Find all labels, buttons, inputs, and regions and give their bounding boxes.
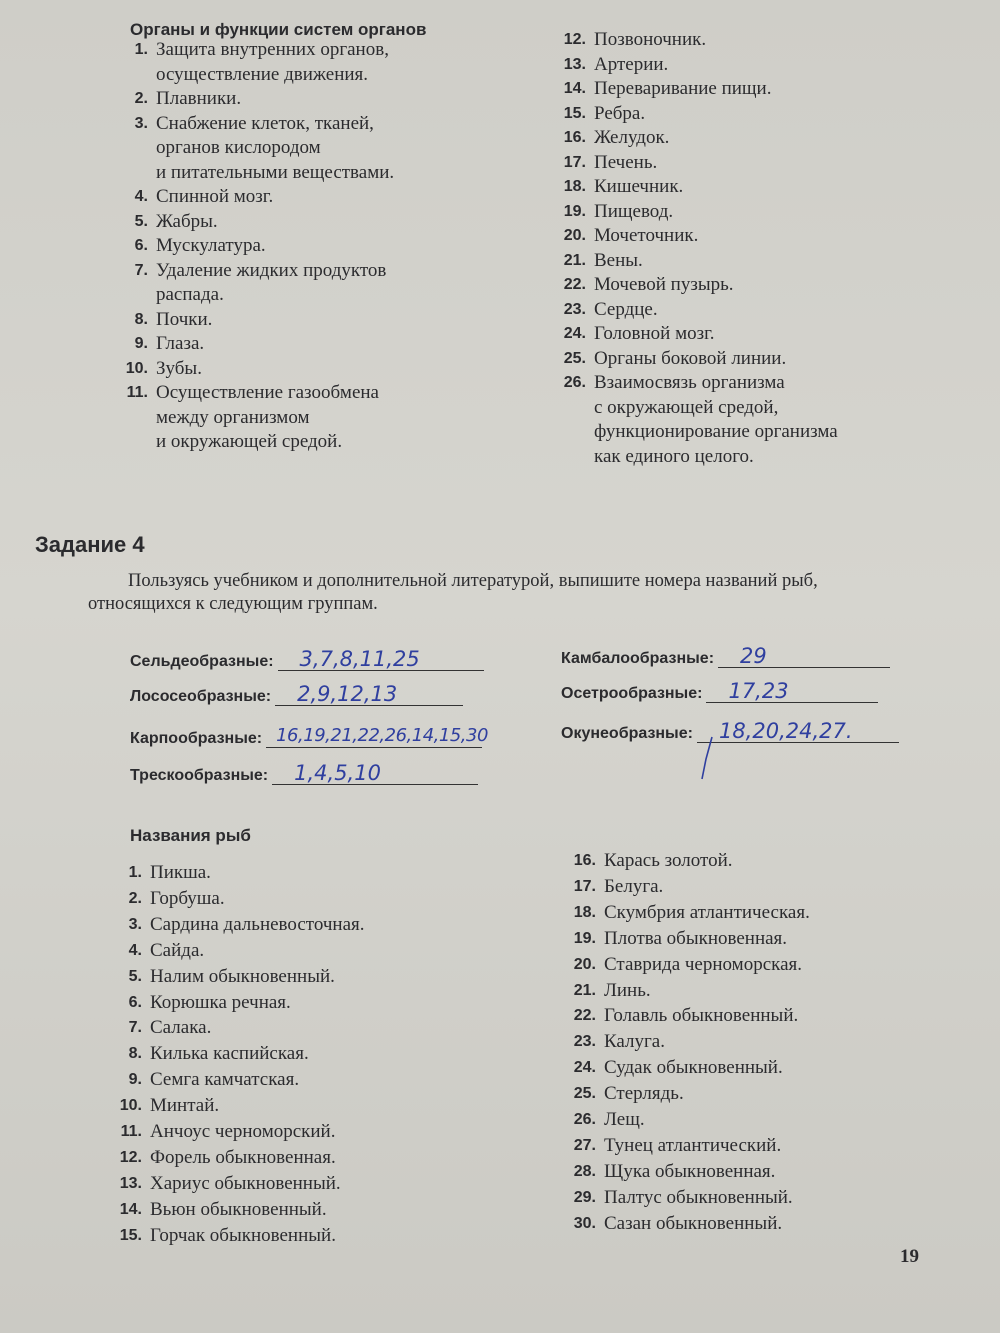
organ-function-item: [110, 38, 490, 87]
list-item-text: Мочевой пузырь.: [594, 274, 734, 295]
fish-name-item: [540, 1133, 940, 1159]
list-item-text: Сардина дальневосточная.: [150, 913, 365, 935]
fish-name-item: [540, 1159, 940, 1185]
list-item-number: 25.: [573, 1085, 596, 1103]
list-item-number: 15.: [563, 104, 586, 122]
list-item-text: Горбуша.: [150, 887, 225, 909]
organ-function-item: [110, 234, 490, 259]
list-item-number: 15.: [119, 1226, 142, 1244]
organ-function-item: [110, 357, 490, 382]
list-item-text: Пищевод.: [594, 200, 674, 222]
fish-name-item: [100, 1119, 480, 1145]
fish-name-item: [540, 848, 940, 874]
list-item-text: Плотва обыкновенная.: [604, 927, 788, 949]
list-item-number: 9.: [128, 1071, 142, 1089]
list-item-text: Защита внутренних органов, осуществление движения.: [156, 39, 389, 85]
list-item-number: 22.: [573, 1007, 596, 1025]
fish-name-item: [100, 1223, 480, 1249]
list-item-number: 2.: [134, 90, 148, 107]
list-item-text: Пикша.: [150, 862, 211, 883]
list-item-number: 14.: [119, 1200, 142, 1218]
group-answer-field[interactable]: 1,4,5,10: [272, 762, 478, 785]
organ-function-item: [110, 112, 490, 186]
list-item-text: Кишечник.: [594, 176, 684, 197]
list-item-number: 23.: [563, 300, 586, 318]
organ-function-item: [110, 381, 490, 455]
list-item-text: Салака.: [150, 1017, 212, 1039]
fish-name-item: [100, 1197, 480, 1223]
fish-name-item: [100, 1015, 480, 1041]
group-answer-field[interactable]: 17,23: [706, 680, 878, 703]
list-item-number: 28.: [573, 1162, 596, 1180]
fish-name-item: [540, 1107, 940, 1133]
list-item-text: Печень.: [594, 151, 658, 173]
organ-function-item: [540, 102, 940, 127]
page-number: 19: [900, 1246, 919, 1267]
group-label: Камбалообразные:: [561, 650, 715, 667]
list-item-number: 30.: [573, 1214, 596, 1232]
list-item-text: Удаление жидких продуктов распада.: [156, 259, 387, 305]
fish-name-item: [540, 874, 940, 900]
fish-name-item: [100, 860, 480, 886]
organ-function-item: [540, 175, 940, 200]
list-item-text: Минтай.: [150, 1095, 220, 1117]
list-item-text: Форель обыкновенная.: [150, 1146, 336, 1168]
list-item-text: Килька каспийская.: [150, 1043, 309, 1065]
section-title: Органы и функции систем органов: [130, 20, 427, 39]
fish-name-item: [100, 1145, 480, 1171]
group-row-kambaloobraznye: [561, 645, 890, 668]
fish-name-item: [100, 964, 480, 990]
list-item-text: Семга камчатская.: [150, 1069, 300, 1091]
list-item-text: Корюшка речная.: [150, 991, 291, 1013]
list-item-number: 26.: [573, 1111, 596, 1129]
list-item-number: 27.: [573, 1136, 596, 1154]
fish-name-item: [100, 938, 480, 964]
organ-function-item: [540, 77, 940, 102]
list-item-number: 5.: [128, 967, 142, 985]
list-item-text: Артерии.: [594, 53, 669, 75]
list-item-text: Осуществление газообмена между организмом и окружающей средой.: [156, 382, 379, 452]
list-item-number: 18.: [563, 178, 586, 195]
list-item-number: 12.: [563, 31, 586, 48]
group-label: Окунеобразные:: [561, 725, 693, 742]
group-row-osetroobraznye: [561, 680, 878, 703]
list-item-number: 26.: [563, 374, 586, 391]
list-item-number: 24.: [563, 325, 586, 342]
list-item-number: 13.: [563, 55, 586, 73]
fish-name-item: [540, 978, 940, 1004]
list-item-text: Анчоус черноморский.: [150, 1121, 336, 1143]
list-item-text: Ребра.: [594, 102, 646, 124]
organ-function-item: [110, 308, 490, 333]
organ-function-item: [110, 210, 490, 235]
list-item-number: 5.: [134, 212, 148, 230]
list-item-text: Спинной мозг.: [156, 186, 274, 207]
list-item-text: Линь.: [604, 979, 651, 1001]
list-item-text: Мочеточник.: [594, 225, 699, 246]
list-item-number: 18.: [573, 903, 596, 921]
group-answer-field[interactable]: 29: [718, 645, 890, 668]
list-item-number: 12.: [119, 1148, 142, 1166]
list-item-text: Ставрида черноморская.: [604, 953, 802, 975]
list-item-number: 19.: [573, 929, 596, 947]
fish-name-item: [540, 926, 940, 952]
list-item-text: Переваривание пищи.: [594, 78, 772, 99]
organ-function-item: [540, 28, 940, 53]
fish-name-item: [100, 1067, 480, 1093]
list-item-text: Сазан обыкновенный.: [604, 1212, 783, 1234]
list-item-text: Голавль обыкновенный.: [604, 1005, 799, 1027]
list-item-number: 17.: [573, 877, 596, 895]
fish-name-item: [100, 1171, 480, 1197]
list-item-number: 6.: [128, 993, 142, 1011]
list-item-number: 4.: [134, 188, 148, 205]
list-item-text: Жабры.: [156, 210, 218, 232]
list-item-number: 24.: [573, 1059, 596, 1077]
group-answer-field[interactable]: 16,19,21,22,26,14,15,30: [266, 725, 482, 748]
list-item-number: 17.: [563, 153, 586, 171]
list-item-number: 21.: [563, 251, 586, 269]
fish-name-item: [540, 952, 940, 978]
list-item-text: Белуга.: [604, 875, 664, 897]
list-item-number: 4.: [128, 941, 142, 959]
list-item-number: 11.: [126, 384, 148, 401]
group-label: Сельдеобразные:: [130, 653, 274, 670]
list-item-number: 22.: [563, 276, 586, 293]
fish-name-item: [100, 990, 480, 1016]
list-item-number: 3.: [134, 114, 148, 132]
pen-stroke-mark: [700, 735, 714, 781]
list-item-text: Сердце.: [594, 298, 658, 320]
group-row-lososeobraznye: [130, 683, 463, 706]
fish-names-list-right: [540, 848, 940, 1237]
list-item-number: 23.: [573, 1033, 596, 1051]
list-item-number: 7.: [134, 261, 148, 279]
list-item-number: 10.: [119, 1097, 142, 1115]
list-item-text: Судак обыкновенный.: [604, 1057, 783, 1079]
organ-functions-list-left: [110, 38, 490, 455]
group-label: Осетрообразные:: [561, 685, 703, 702]
group-row-seldeobraznye: [130, 648, 484, 671]
list-item-text: Сайда.: [150, 939, 205, 961]
group-label: Трескообразные:: [130, 767, 269, 784]
list-item-number: 16.: [563, 129, 586, 146]
group-answer-field[interactable]: 2,9,12,13: [275, 683, 463, 706]
fish-name-item: [540, 1211, 940, 1237]
group-answer-field[interactable]: 18,20,24,27.: [697, 720, 899, 743]
task-instructions: Пользуясь учебником и дополнительной литературой, выпишите номера названий рыб, относящихся к следующим группам.: [88, 571, 818, 614]
list-item-text: Головной мозг.: [594, 323, 715, 344]
list-item-text: Карась золотой.: [604, 850, 733, 871]
organ-function-item: [540, 298, 940, 323]
list-item-text: Вьюн обыкновенный.: [150, 1198, 327, 1220]
organ-function-item: [540, 371, 940, 469]
group-row-okuneobraznye: [561, 720, 899, 743]
fish-name-item: [100, 1041, 480, 1067]
list-item-text: Почки.: [156, 308, 213, 330]
organ-function-item: [540, 53, 940, 78]
organ-function-item: [110, 332, 490, 357]
list-item-number: 1.: [134, 41, 148, 58]
organ-function-item: [540, 347, 940, 372]
group-row-karpoobraznye: [130, 725, 488, 748]
list-item-text: Зубы.: [156, 357, 202, 379]
fish-names-list-left: [100, 860, 480, 1249]
group-row-treskoobraznye: [130, 762, 478, 785]
list-item-number: 2.: [128, 889, 142, 907]
group-label: Карпообразные:: [130, 730, 263, 747]
organ-functions-list-right: [540, 28, 940, 469]
organ-function-item: [540, 249, 940, 274]
fish-name-item: [540, 1029, 940, 1055]
organ-function-item: [540, 200, 940, 225]
list-item-number: 11.: [120, 1123, 142, 1141]
fish-name-item: [540, 1055, 940, 1081]
task-heading: Задание 4: [35, 532, 145, 557]
organ-function-item: [540, 322, 940, 347]
list-item-number: 8.: [128, 1045, 142, 1063]
fish-name-item: [540, 1185, 940, 1211]
organ-function-item: [540, 126, 940, 151]
list-item-number: 8.: [134, 310, 148, 328]
organ-function-item: [540, 273, 940, 298]
fish-name-item: [100, 912, 480, 938]
list-item-text: Щука обыкновенная.: [604, 1160, 776, 1182]
list-item-text: Вены.: [594, 249, 643, 271]
group-label: Лососеобразные:: [130, 688, 272, 705]
list-item-text: Глаза.: [156, 333, 205, 354]
list-item-number: 3.: [128, 915, 142, 933]
list-item-number: 7.: [128, 1019, 142, 1037]
fish-name-item: [540, 900, 940, 926]
list-item-number: 1.: [128, 864, 142, 881]
list-item-text: Налим обыкновенный.: [150, 965, 335, 987]
organ-function-item: [540, 151, 940, 176]
list-item-number: 20.: [563, 227, 586, 244]
list-item-text: Калуга.: [604, 1031, 665, 1053]
list-item-number: 20.: [573, 955, 596, 973]
list-item-number: 14.: [563, 80, 586, 97]
list-item-number: 16.: [573, 852, 596, 869]
list-item-number: 19.: [563, 202, 586, 220]
list-item-text: Тунец атлантический.: [604, 1134, 782, 1156]
list-item-number: 13.: [119, 1174, 142, 1192]
list-item-text: Плавники.: [156, 88, 242, 109]
organ-function-item: [110, 185, 490, 210]
organ-function-item: [110, 259, 490, 308]
list-item-text: Хариус обыкновенный.: [150, 1172, 341, 1194]
group-answer-field[interactable]: 3,7,8,11,25: [278, 648, 484, 671]
fish-names-title: Названия рыб: [130, 826, 251, 845]
list-item-number: 21.: [573, 981, 596, 999]
list-item-text: Снабжение клеток, тканей, органов кислородом и питательными веществами.: [156, 112, 395, 183]
fish-name-item: [100, 886, 480, 912]
list-item-number: 29.: [573, 1188, 596, 1206]
organ-function-item: [540, 224, 940, 249]
list-item-text: Мускулатура.: [156, 235, 266, 256]
list-item-text: Позвоночник.: [594, 29, 707, 50]
list-item-number: 10.: [125, 359, 148, 377]
organ-function-item: [110, 87, 490, 112]
list-item-text: Горчак обыкновенный.: [150, 1224, 336, 1246]
fish-name-item: [100, 1093, 480, 1119]
list-item-text: Взаимосвязь организма с окружающей средой, функционирование организма как единого целого.: [594, 372, 838, 467]
list-item-text: Стерлядь.: [604, 1083, 684, 1105]
fish-name-item: [540, 1081, 940, 1107]
fish-name-item: [540, 1003, 940, 1029]
list-item-number: 9.: [134, 335, 148, 352]
list-item-number: 25.: [563, 349, 586, 367]
list-item-text: Скумбрия атлантическая.: [604, 901, 810, 923]
list-item-text: Палтус обыкновенный.: [604, 1186, 793, 1208]
list-item-text: Желудок.: [594, 127, 670, 148]
list-item-text: Органы боковой линии.: [594, 347, 787, 369]
list-item-number: 6.: [134, 237, 148, 254]
list-item-text: Лещ.: [604, 1109, 645, 1131]
